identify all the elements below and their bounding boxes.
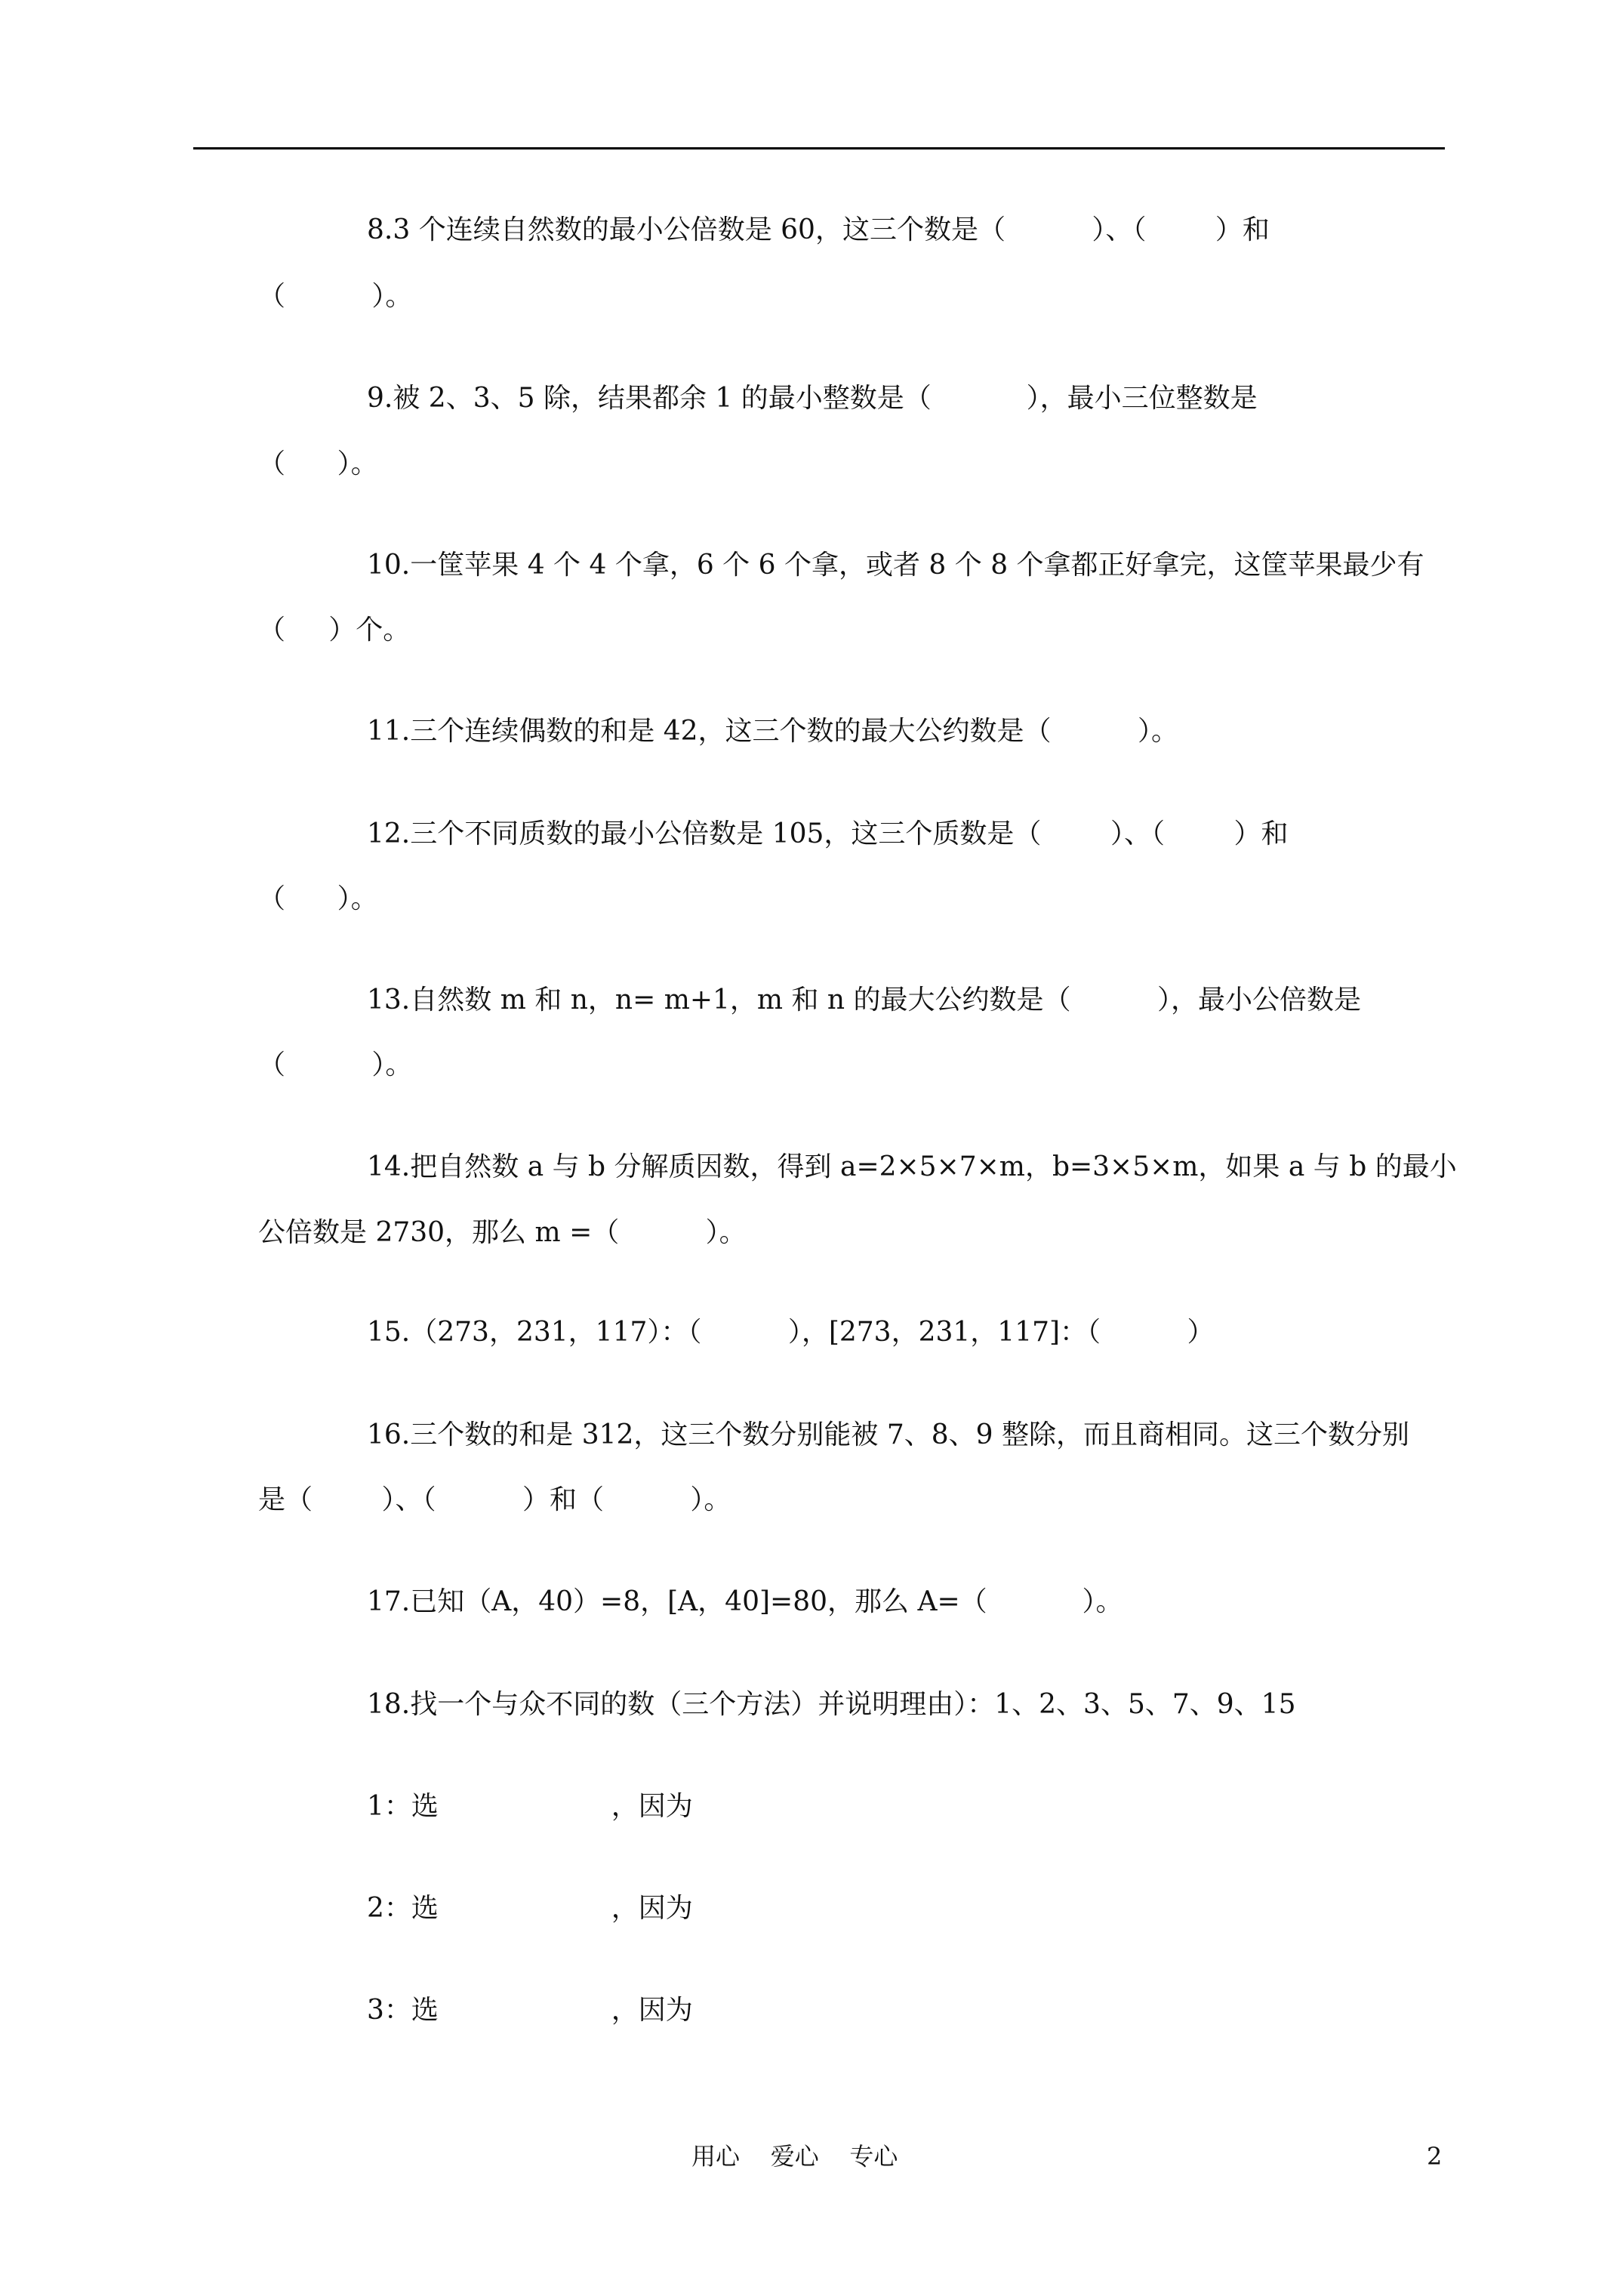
question-8-line-2: （ ）。: [258, 281, 413, 312]
question-14-line-2: 公倍数是 2730，那么 m =（ ）。: [258, 1217, 747, 1248]
question-10-line-2: （ ）个。: [258, 615, 411, 646]
question-10-line-1: 10.一筐苹果 4 个 4 个拿，6 个 6 个拿，或者 8 个 8 个拿都正好拿完，这筐苹果最少有: [367, 550, 1424, 581]
question-18-line-1: 18.找一个与众不同的数（三个方法）并说明理由）：1、2、3、5、7、9、15: [367, 1689, 1296, 1720]
question-13-line-2: （ ）。: [258, 1049, 413, 1080]
question-18-option-3: 3：选 ，因为: [367, 1995, 693, 2026]
question-14-line-1: 14.把自然数 a 与 b 分解质因数，得到 a=2×5×7×m，b=3×5×m，如果 a 与 b 的最小: [367, 1151, 1457, 1182]
question-12-line-1: 12.三个不同质数的最小公倍数是 105，这三个质数是（ ）、（ ）和: [367, 818, 1289, 849]
footer-motto: 用心 爱心 专心: [691, 2142, 898, 2171]
question-9-line-1: 9.被 2、3、5 除，结果都余 1 的最小整数是（ ），最小三位整数是: [367, 383, 1258, 414]
header-rule: [193, 147, 1445, 149]
question-18-option-1: 1：选 ，因为: [367, 1791, 693, 1822]
question-11-line-1: 11.三个连续偶数的和是 42，这三个数的最大公约数是（ ）。: [367, 716, 1178, 747]
question-18-option-2: 2：选 ，因为: [367, 1893, 693, 1924]
question-16-line-2: 是（ ）、（ ）和（ ）。: [258, 1484, 731, 1515]
question-8-line-1: 8.3 个连续自然数的最小公倍数是 60，这三个数是（ ）、（ ）和: [367, 214, 1270, 245]
question-9-line-2: （ ）。: [258, 448, 378, 479]
page-number: 2: [1427, 2142, 1443, 2171]
question-16-line-1: 16.三个数的和是 312，这三个数分别能被 7、8、9 整除，而且商相同。这三个数分别: [367, 1419, 1410, 1450]
question-13-line-1: 13.自然数 m 和 n，n= m+1，m 和 n 的最大公约数是（ ），最小公倍数是: [367, 985, 1361, 1015]
question-12-line-2: （ ）。: [258, 883, 378, 914]
question-15-line-1: 15.（273，231，117）：（ ），[273，231，117]：（ ）: [367, 1317, 1215, 1348]
question-17-line-1: 17.已知（A，40）=8，[A，40]=80，那么 A=（ ）。: [367, 1586, 1123, 1617]
